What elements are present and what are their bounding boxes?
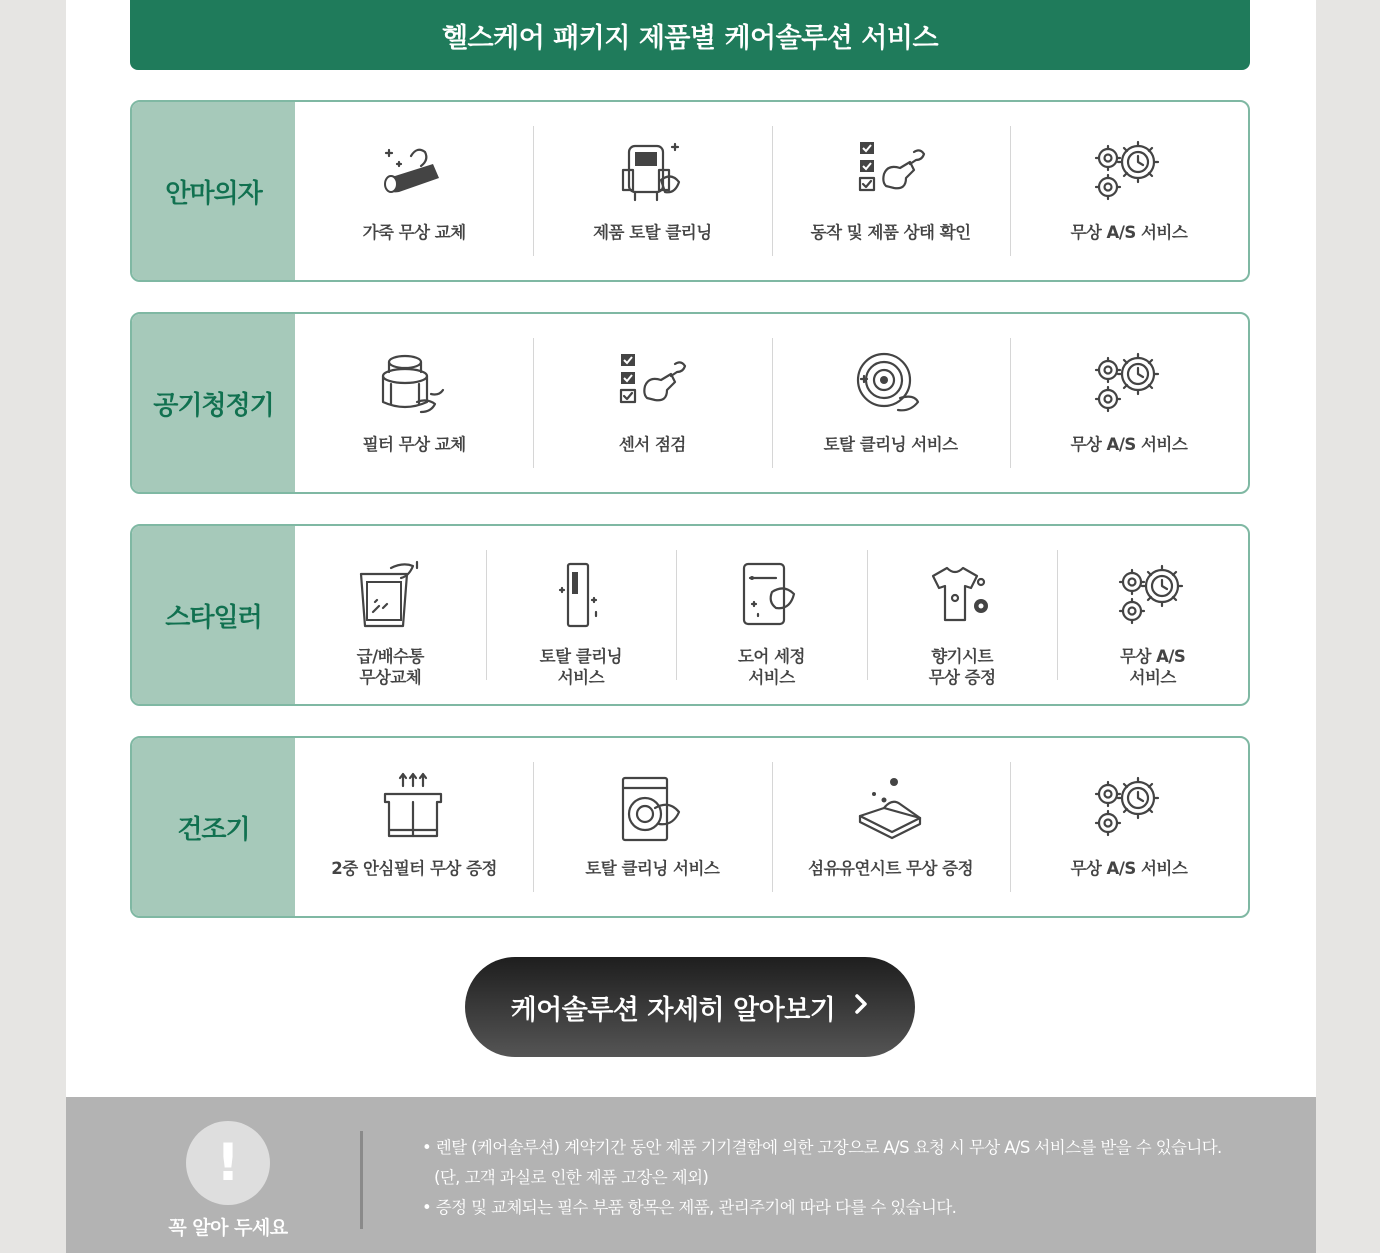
service-item-label: 토탈 클리닝 서비스	[585, 859, 720, 878]
fan-cleaning-icon	[848, 346, 934, 422]
product-category-label: 공기청정기	[132, 314, 295, 492]
service-item	[1010, 762, 1248, 892]
service-item	[486, 550, 677, 687]
service-item	[772, 126, 1010, 256]
exclamation-icon: !	[186, 1121, 270, 1205]
notice-line-3: • 증정 및 교체되는 필수 부품 항목은 제품, 관리주기에 따라 다를 수 있습니다.	[422, 1198, 957, 1217]
dryer-filter-icon	[371, 770, 457, 846]
service-items	[295, 526, 1248, 704]
service-item	[533, 762, 771, 892]
service-item-label: 필터 무상 교체	[362, 435, 466, 454]
section-title-banner	[130, 0, 1250, 70]
product-category-label: 스타일러	[132, 526, 295, 704]
service-item-label: 센서 점검	[618, 435, 686, 454]
service-item	[1010, 338, 1248, 468]
filter-replace-icon	[371, 346, 457, 422]
page	[66, 0, 1316, 1253]
service-item-label: 섬유유연시트 무상 증정	[808, 859, 974, 878]
service-item-label: 무상 A/S 서비스	[1070, 435, 1188, 454]
gears-clock-icon	[1086, 346, 1172, 422]
gears-clock-icon	[1110, 558, 1196, 634]
notice-text	[422, 1133, 1222, 1223]
service-item	[295, 762, 533, 892]
notice-section	[66, 1097, 1316, 1253]
service-item-label: 급/배수통 무상교체	[356, 647, 424, 687]
service-item	[867, 550, 1058, 687]
service-item-label: 무상 A/S 서비스	[1070, 223, 1188, 242]
service-item-label: 제품 토탈 클리닝	[593, 223, 712, 242]
massage-chair-cleaning-icon	[609, 134, 695, 210]
softener-sheet-icon	[848, 770, 934, 846]
service-items	[295, 102, 1248, 280]
service-item	[533, 126, 771, 256]
service-item-label: 2중 안심필터 무상 증정	[331, 859, 497, 878]
service-item	[1057, 550, 1248, 687]
checklist-wrench-icon	[848, 134, 934, 210]
service-item	[295, 338, 533, 468]
leather-replace-icon	[371, 134, 457, 210]
gears-clock-icon	[1086, 134, 1172, 210]
service-items	[295, 738, 1248, 916]
notice-divider	[360, 1131, 363, 1229]
product-category-label: 건조기	[132, 738, 295, 916]
service-item	[1010, 126, 1248, 256]
notice-line-1: • 렌탈 (케어솔루션) 계약기간 동안 제품 기기결함에 의한 고장으로 A/S 요청 시 무상 A/S 서비스를 받을 수 있습니다.	[422, 1138, 1222, 1157]
service-item-label: 동작 및 제품 상태 확인	[810, 223, 971, 242]
service-item-label: 향기시트 무상 증정	[928, 647, 996, 687]
chevron-right-icon	[853, 992, 869, 1023]
water-tank-icon	[347, 558, 433, 634]
cta-label: 케어솔루션 자세히 알아보기	[510, 994, 836, 1026]
checklist-wrench-icon	[609, 346, 695, 422]
service-item-label: 가죽 무상 교체	[362, 223, 466, 242]
product-card	[130, 736, 1250, 918]
gears-clock-icon	[1086, 770, 1172, 846]
service-item-label: 무상 A/S 서비스	[1120, 647, 1186, 687]
notice-title: 꼭 알아 두세요	[168, 1217, 288, 1239]
service-item-label: 토탈 클리닝 서비스	[823, 435, 958, 454]
product-category-label: 안마의자	[132, 102, 295, 280]
service-items	[295, 314, 1248, 492]
service-item-label: 무상 A/S 서비스	[1070, 859, 1188, 878]
section-title: 헬스케어 패키지 제품별 케어솔루션 서비스	[441, 22, 939, 54]
styler-cleaning-icon	[538, 558, 624, 634]
service-item-label: 토탈 클리닝 서비스	[539, 647, 623, 687]
door-cleaning-icon	[728, 558, 814, 634]
product-card	[130, 312, 1250, 494]
shirt-scent-icon	[919, 558, 1005, 634]
notice-line-2: (단, 고객 과실로 인한 제품 고장은 제외)	[434, 1168, 709, 1187]
service-item	[295, 126, 533, 256]
product-card	[130, 100, 1250, 282]
service-item-label: 도어 세정 서비스	[737, 647, 805, 687]
care-solution-more-button[interactable]	[465, 957, 915, 1057]
service-item	[295, 550, 486, 687]
service-item	[676, 550, 867, 687]
service-item	[772, 762, 1010, 892]
service-item	[533, 338, 771, 468]
service-item	[772, 338, 1010, 468]
product-card	[130, 524, 1250, 706]
dryer-cleaning-icon	[609, 770, 695, 846]
